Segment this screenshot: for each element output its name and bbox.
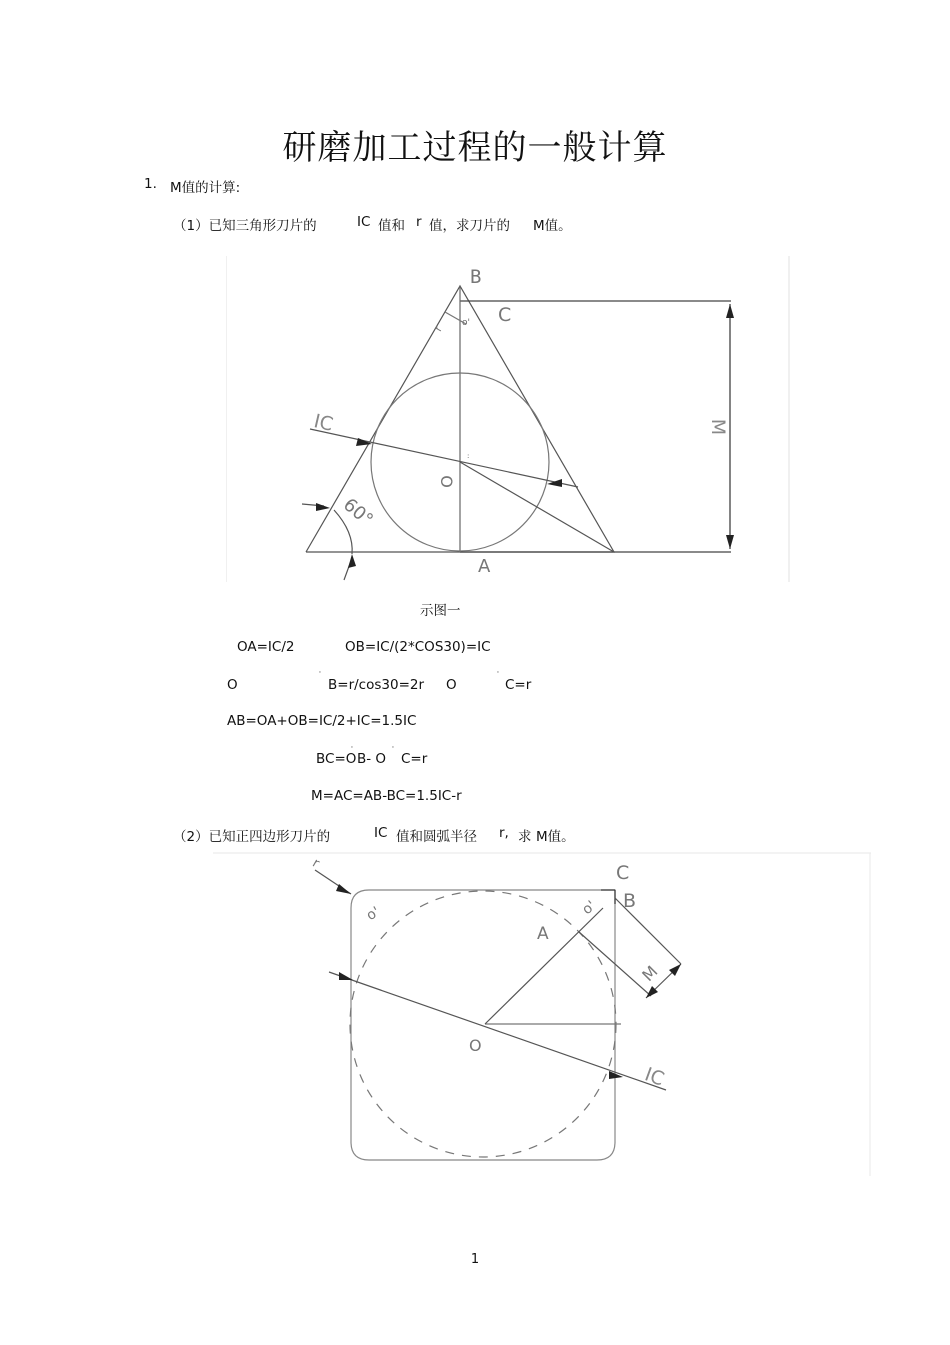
page-number: 1: [470, 1252, 480, 1267]
eq-m: M=AC=AB-BC=1.5IC-r: [311, 788, 462, 804]
fig2-label-oprime2: o': [579, 897, 600, 919]
fig1-label-c: C: [498, 304, 512, 326]
section-heading: M值的计算:: [170, 180, 241, 196]
fig2-label-a: A: [537, 924, 549, 944]
eq-o1: O: [227, 677, 238, 693]
fig1-center-mark: :: [467, 452, 470, 460]
fig1-label-o: O: [436, 475, 456, 488]
eq-ob: OB=IC/(2*COS30)=IC: [345, 639, 491, 655]
fig2-label-m: M: [638, 961, 662, 986]
q2-m: M值。: [536, 829, 575, 845]
figure-square-insert: [211, 852, 873, 1178]
eq-ocprime: C=r: [505, 677, 532, 693]
fig1-label-m: M: [707, 418, 730, 436]
fig2-label-r: r: [309, 855, 322, 872]
page-title: 研磨加工过程的一般计算: [282, 128, 668, 168]
fig2-label-b: B: [623, 890, 637, 912]
fig1-label-b: B: [470, 266, 482, 288]
q1-m: M值。: [533, 218, 572, 234]
q1-ic: IC: [357, 214, 371, 230]
q1-prefix: （1）已知三角形刀片的: [173, 218, 317, 234]
fig2-label-c: C: [616, 862, 630, 884]
fig1-label-oprime: o': [462, 318, 470, 328]
figure1-caption: 示图一: [420, 603, 461, 619]
q2-mid2: 求: [518, 829, 532, 845]
fig1-label-ic: IC: [311, 410, 336, 436]
fig1-label-angle: 60°: [338, 494, 377, 531]
eq-bc-b: B- O: [357, 751, 387, 767]
eq-bc-c: C=r: [401, 751, 428, 767]
fig1-label-r: r: [431, 323, 446, 334]
figure-triangle-insert: [226, 254, 792, 584]
eq-prime-mark-2: ': [497, 670, 499, 678]
q2-prefix: （2）已知正四边形刀片的: [173, 829, 331, 845]
q1-r: r: [416, 214, 422, 230]
eq-prime-mark-3: ': [351, 745, 353, 753]
eq-bc-a: BC=O: [316, 751, 357, 767]
q2-r: r,: [499, 825, 509, 841]
eq-o2: O: [446, 677, 457, 693]
fig2-label-ic: IC: [641, 1063, 668, 1091]
fig2-label-oprime1: o': [363, 903, 383, 925]
eq-obprime: B=r/cos30=2r: [328, 677, 425, 693]
fig2-label-o: O: [469, 1036, 482, 1055]
section-number: 1.: [144, 176, 157, 192]
eq-ab: AB=OA+OB=IC/2+IC=1.5IC: [227, 713, 417, 729]
q1-mid2: 值，求刀片的: [429, 218, 510, 234]
q1-mid1: 值和: [378, 218, 405, 234]
fig1-label-a: A: [478, 556, 491, 577]
q2-mid1: 值和圆弧半径: [396, 829, 477, 845]
eq-prime-mark-1: ': [319, 670, 321, 678]
eq-oa: OA=IC/2: [237, 639, 295, 655]
eq-prime-mark-4: ': [392, 745, 394, 753]
q2-ic: IC: [374, 825, 388, 841]
